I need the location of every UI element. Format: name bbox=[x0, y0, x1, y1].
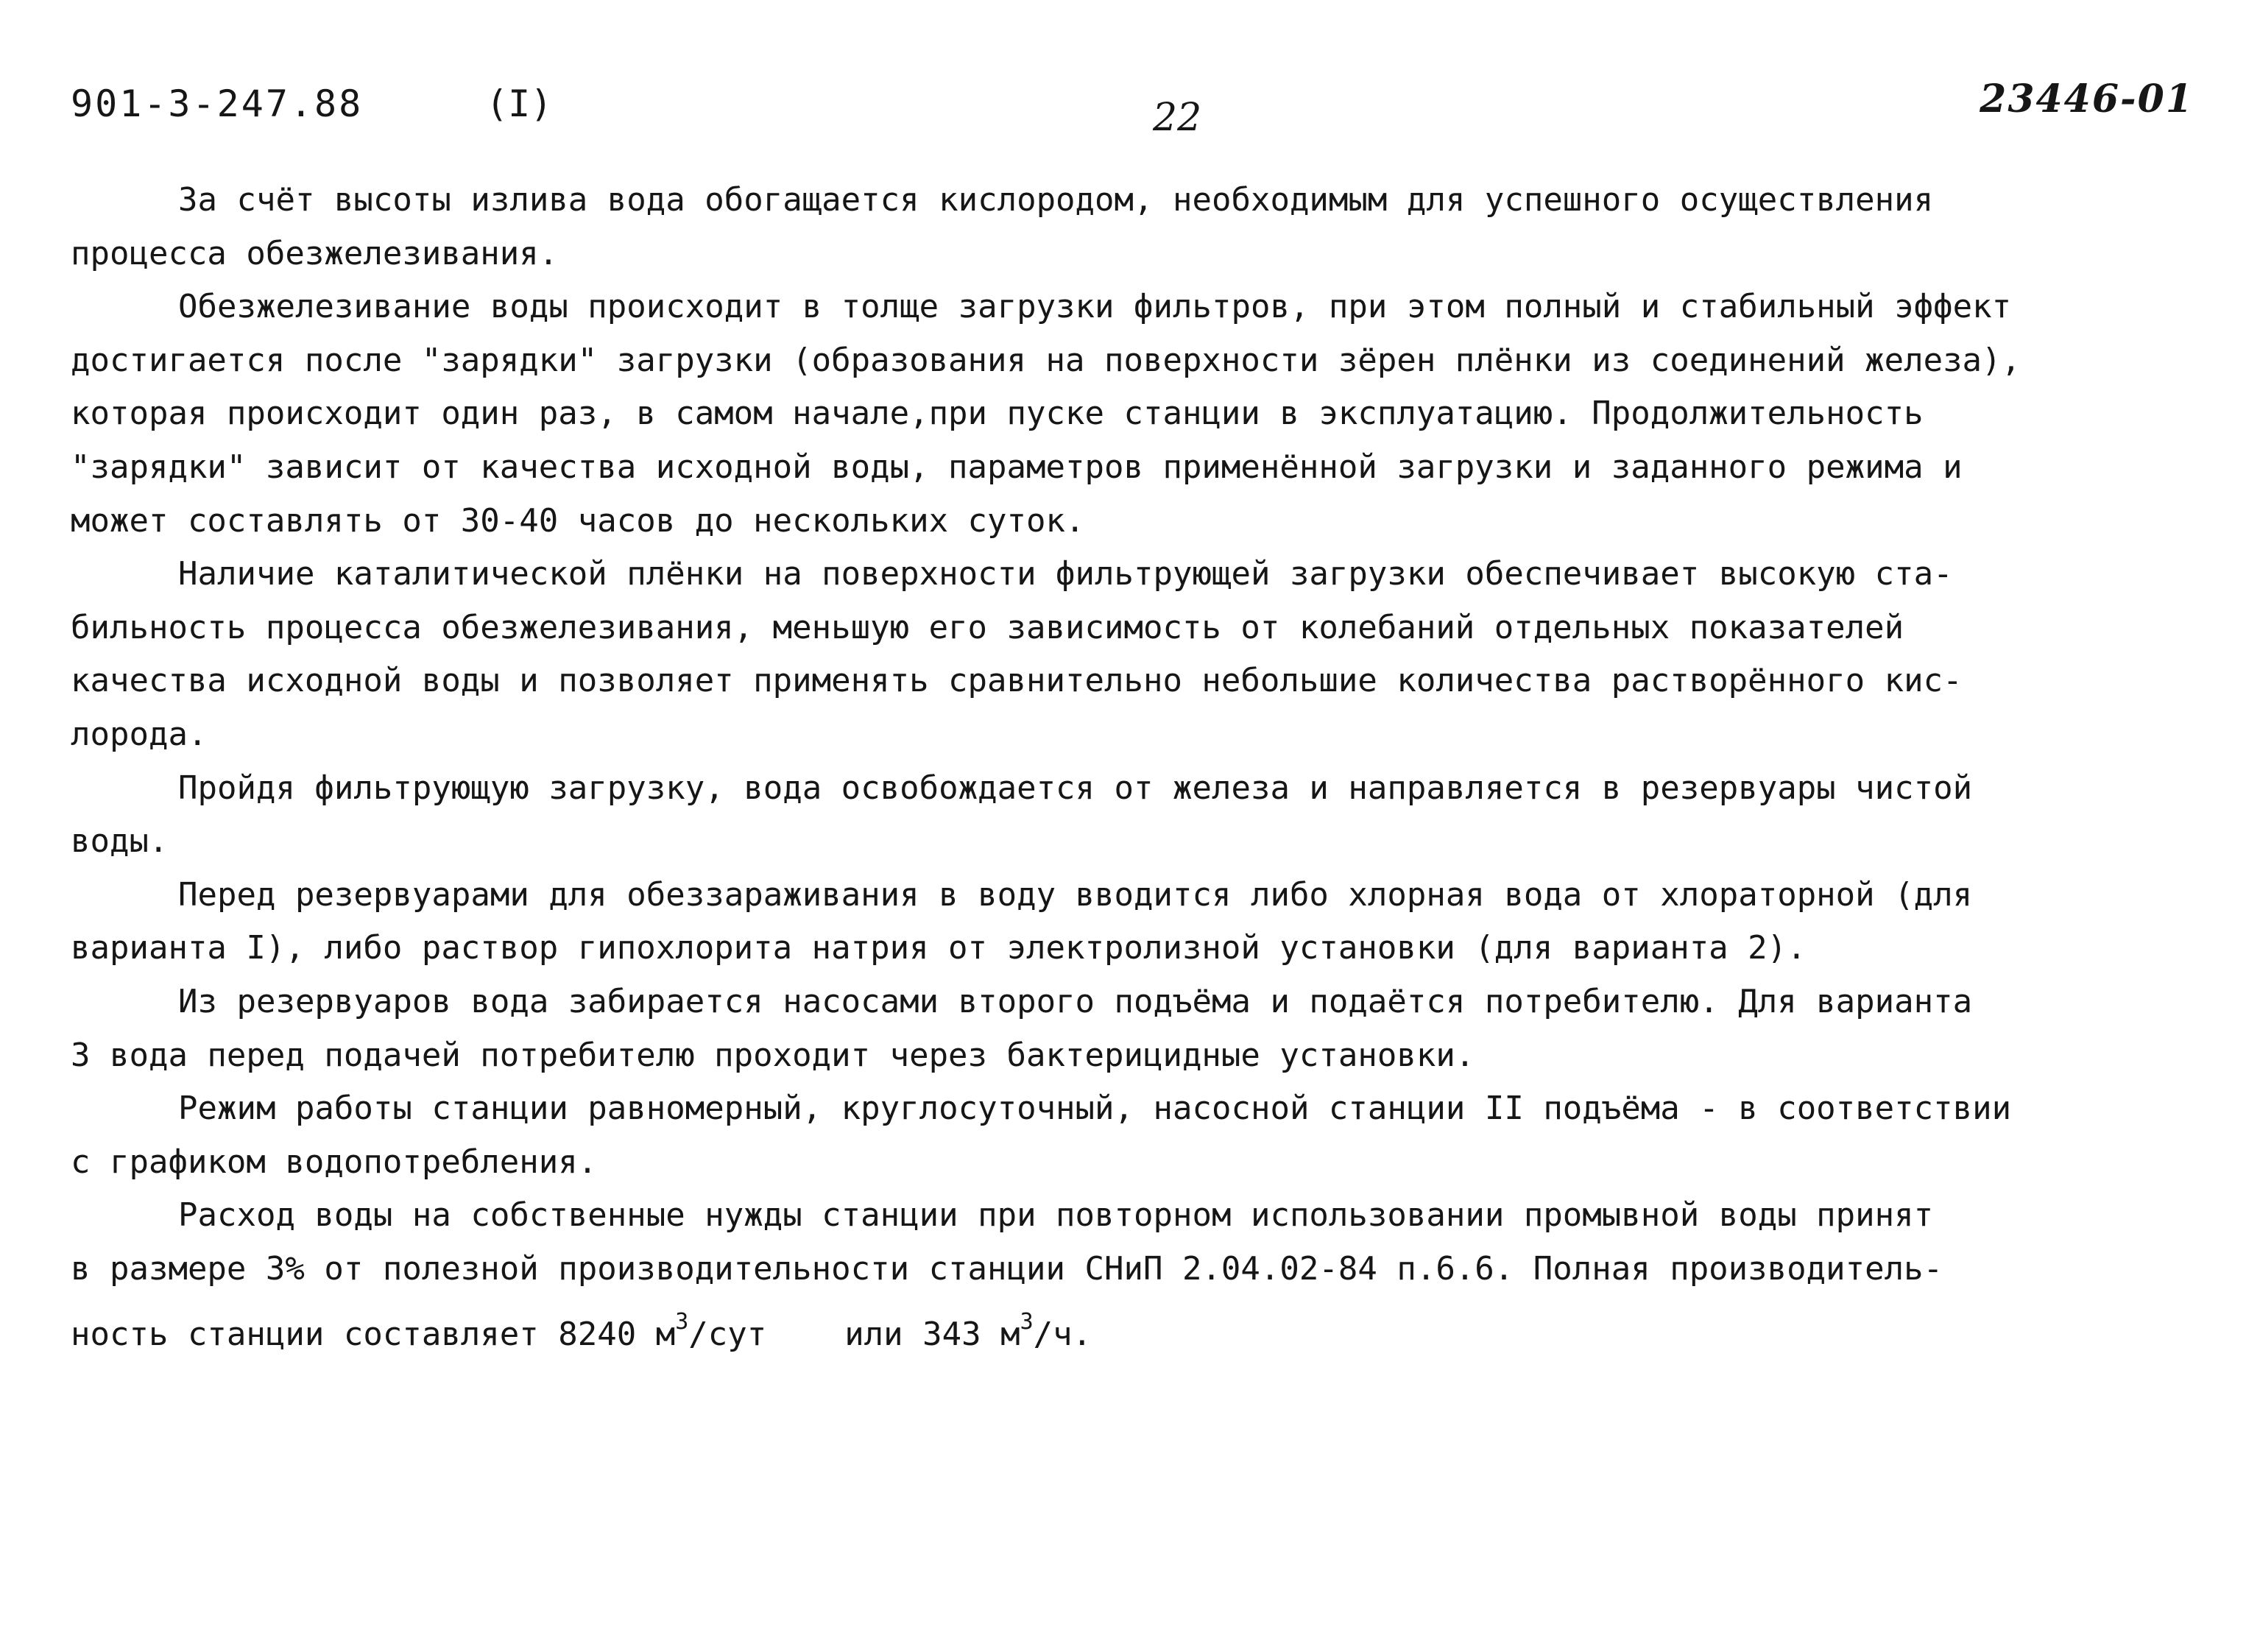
superscript: 3 bbox=[1020, 1309, 1034, 1335]
text-line: Из резервуаров вода забирается насосами второго подъёма и подаётся потребителю. Для варианта bbox=[178, 982, 1973, 1020]
text-line: варианта I), либо раствор гипохлорита натрия от электролизной установки (для варианта 2). bbox=[71, 929, 1807, 967]
document-code: 901-3-247.88 bbox=[71, 82, 364, 125]
text-line: Наличие каталитической плёнки на поверхности фильтрующей загрузки обеспечивает высокую ста- bbox=[178, 555, 1953, 593]
text-line: лорода. bbox=[71, 715, 208, 753]
text-line: бильность процесса обезжелезивания, меньшую его зависимость от колебаний отдельных показателей bbox=[71, 608, 1904, 646]
text-line: "зарядки" зависит от качества исходной воды, параметров применённой загрузки и заданного режима и bbox=[71, 448, 1963, 486]
text-line: которая происходит один раз, в самом начале,при пуске станции в эксплуатацию. Продолжительность bbox=[71, 395, 1924, 433]
text-line: процесса обезжелезивания. bbox=[71, 234, 559, 272]
text-line: Перед резервуарами для обеззараживания в воду вводится либо хлорная вода от хлораторной (для bbox=[178, 875, 1973, 914]
text-line: Расход воды на собственные нужды станции при повторном использовании промывной воды принят bbox=[178, 1196, 1934, 1235]
text-line: с графиком водопотребления. bbox=[71, 1143, 598, 1181]
text-line: Режим работы станции равномерный, круглосуточный, насосной станции II подъёма - в соответствии bbox=[178, 1090, 2012, 1128]
text-line: 3 вода перед подачей потребителю проходит через бактерицидные установки. bbox=[71, 1036, 1475, 1074]
text-line: может составлять от 30-40 часов до нескольких суток. bbox=[71, 501, 1085, 540]
text-line-capacity bbox=[71, 1296, 2200, 1362]
capacity-text-a: ность станции составляет 8240 м bbox=[71, 1316, 676, 1354]
paragraph bbox=[71, 762, 2200, 869]
text-line: Обезжелезивание воды происходит в толще загрузки фильтров, при этом полный и стабильный эффект bbox=[178, 288, 2012, 326]
paragraph bbox=[71, 548, 2200, 761]
text-line: в размере 3% от полезной производительности станции СНиП 2.04.02-84 п.6.6. Полная производитель- bbox=[71, 1249, 1943, 1288]
text-line: За счёт высоты излива вода обогащается кислородом, необходимым для успешного осуществления bbox=[178, 181, 1934, 219]
text-line: качества исходной воды и позволяет применять сравнительно небольшие количества растворённого кис- bbox=[71, 662, 1963, 700]
paragraph bbox=[71, 1082, 2200, 1189]
page-number: 22 bbox=[1153, 96, 1202, 140]
sheet-marker: (I) bbox=[486, 82, 553, 125]
capacity-text-b: /сут или 343 м bbox=[688, 1316, 1020, 1354]
text-line: воды. bbox=[71, 822, 169, 861]
text-line: достигается после "зарядки" загрузки (образования на поверхности зёрен плёнки из соединений железа), bbox=[71, 341, 2021, 379]
paragraph bbox=[71, 869, 2200, 975]
paragraph bbox=[71, 975, 2200, 1082]
paragraph bbox=[71, 280, 2200, 548]
document-body bbox=[71, 174, 2200, 1362]
capacity-text-c: /ч. bbox=[1033, 1316, 1092, 1354]
text-line: Пройдя фильтрующую загрузку, вода освобождается от железа и направляется в резервуары чистой bbox=[178, 769, 1973, 807]
superscript: 3 bbox=[675, 1309, 689, 1335]
handwritten-document-number: 23446-01 bbox=[1980, 77, 2194, 121]
paragraph bbox=[71, 174, 2200, 280]
paragraph-capacity bbox=[71, 1189, 2200, 1362]
